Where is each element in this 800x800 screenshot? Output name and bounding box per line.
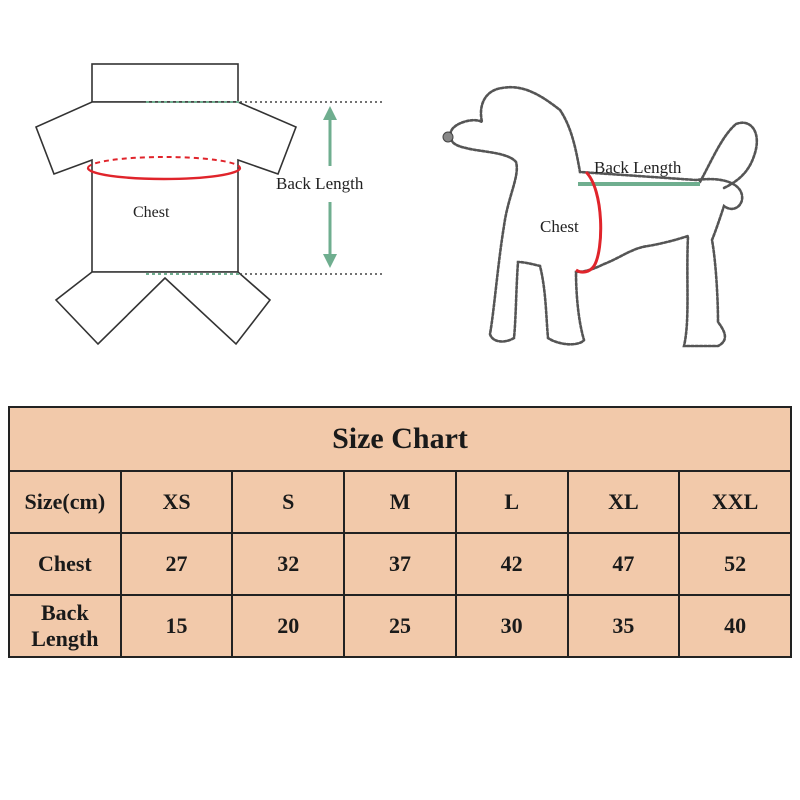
chest-value-s: 32: [232, 533, 344, 595]
garment-back-length-label: Back Length: [276, 174, 364, 193]
garment-body: [36, 102, 296, 272]
back-length-value-s: 20: [232, 595, 344, 657]
header-size-s: S: [232, 471, 344, 533]
header-size-l: L: [456, 471, 568, 533]
row-label-back-length: Back Length: [9, 595, 121, 657]
garment-legs: [56, 272, 270, 344]
header-size-m: M: [344, 471, 456, 533]
back-length-value-xxl: 40: [679, 595, 791, 657]
dog-chest-strap: [576, 172, 601, 272]
table-header-row: [9, 471, 791, 533]
back-length-value-l: 30: [456, 595, 568, 657]
chest-value-xl: 47: [568, 533, 680, 595]
table-title: Size Chart: [9, 407, 791, 471]
chest-value-xs: 27: [121, 533, 233, 595]
chest-value-m: 37: [344, 533, 456, 595]
garment-chest-label: Chest: [133, 204, 170, 221]
dog-nose-icon: [443, 132, 453, 142]
back-length-value-xs: 15: [121, 595, 233, 657]
back-length-value-m: 25: [344, 595, 456, 657]
dog-back-length-label: Back Length: [594, 158, 682, 177]
garment-collar: [92, 64, 238, 102]
chest-value-xxl: 52: [679, 533, 791, 595]
row-label-chest: Chest: [9, 533, 121, 595]
table-row: [9, 533, 791, 595]
back-length-value-xl: 35: [568, 595, 680, 657]
header-size-xl: XL: [568, 471, 680, 533]
table-title-row: [9, 407, 791, 471]
header-size-xs: XS: [121, 471, 233, 533]
dog-chest-label: Chest: [540, 217, 579, 236]
header-size-xxl: XXL: [679, 471, 791, 533]
size-chart-table: [8, 406, 792, 658]
table-row: [9, 595, 791, 657]
dog-body-outline: [451, 87, 743, 346]
measurement-diagram: [0, 0, 800, 385]
header-size-label: Size(cm): [9, 471, 121, 533]
chest-value-l: 42: [456, 533, 568, 595]
